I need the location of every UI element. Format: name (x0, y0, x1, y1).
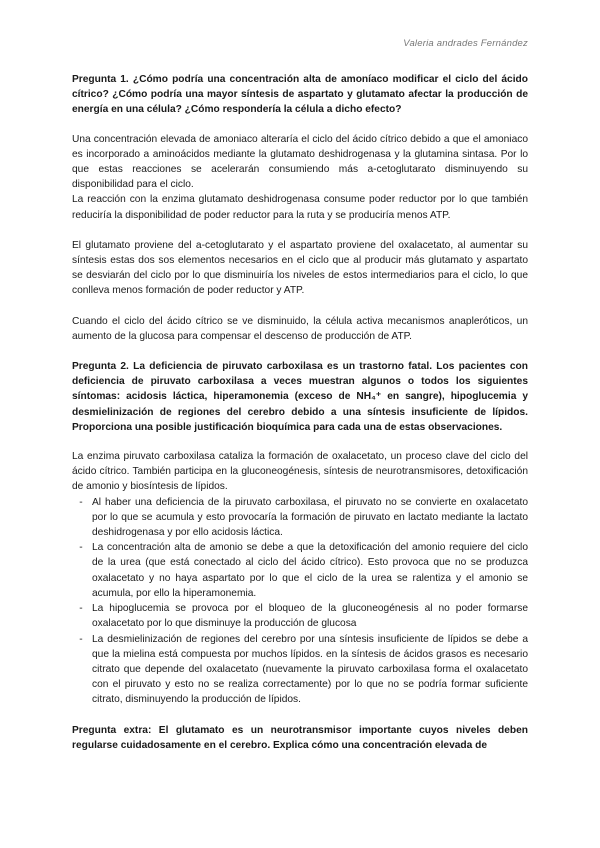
bullet-marker: - (79, 542, 83, 554)
question-extra: Pregunta extra: El glutamato es un neurotransmisor importante cuyos niveles deben regularse cuidadosamente en el cerebro. Explica cómo una concentración elevada de (72, 724, 528, 751)
list-item: - La desmielinización de regiones del cerebro por una síntesis insuficiente de lípidos se debe a que la mielina está compuesta por muchos lípidos. en la síntesis de ácidos grasos es necesario citrato que depende del oxalacetato (nuevamente la piruvato carboxilasa forma el oxalacetato con el piruvato y esto no se realiza correctamente) por lo que no se podría formar suficiente citrato, disminuyendo la producción de lípidos. (72, 632, 528, 708)
list-item: - La concentración alta de amonio se debe a que la detoxificación del amonio requiere del ciclo de la urea (que está conectado al ciclo del ácido cítrico). Esto provoca que no se produzca oxalacetato y no haya aspartato por lo que el ciclo de la urea se ralentiza y el amonio se acumula, por ello la hiperamonemia. (72, 540, 528, 601)
bullet-marker: - (79, 603, 83, 615)
author-name: Valeria andrades Fernández (403, 38, 528, 49)
answer-2-intro: La enzima piruvato carboxilasa cataliza la formación de oxalacetato, un proceso clave del ciclo del ácido cítrico. También participa en la gluconeogénesis, síntesis de neurotransmisores, detoxificación de amonio y biosíntesis de lípidos. (72, 451, 528, 493)
answer-1-paragraph-2: La reacción con la enzima glutamato deshidrogenasa consume poder reductor por lo que también reduciría la disponibilidad de poder reductor para la ruta y se produciría menos ATP. (72, 194, 528, 221)
question-2: Pregunta 2. La deficiencia de piruvato carboxilasa es un trastorno fatal. Los pacientes con deficiencia de piruvato carboxilasa a veces muestran algunos o todos los siguientes síntomas: acidosis láctica, hiperamonemia (exceso de NH₄⁺ en sangre), hipoglucemia y desmielinización de regiones del cerebro debido a una síntesis insuficiente de lípidos. Proporciona una posible justificación bioquímica para cada una de estas observaciones. (72, 361, 528, 433)
answer-1-paragraph-4: Cuando el ciclo del ácido cítrico se ve disminuido, la célula activa mecanismos anapleróticos, un aumento de la glucosa para compensar el descenso de producción de ATP. (72, 315, 528, 342)
answer-2-list (72, 495, 528, 708)
list-item: - Al haber una deficiencia de la piruvato carboxilasa, el piruvato no se convierte en oxalacetato por lo que se acumula y esto provocaría la formación de piruvato en lactato mediante la lactato deshidrogenasa y por ello acidosis láctica. (72, 495, 528, 541)
list-item: - La hipoglucemia se provoca por el bloqueo de la gluconeogénesis al no poder formarse oxalacetato por lo que disminuye la producción de glucosa (72, 601, 528, 631)
answer-1-paragraph-1: Una concentración elevada de amoniaco alteraría el ciclo del ácido cítrico debido a que el amoniaco es incorporado a aminoácidos mediante la glutamato deshidrogenasa y la glutamina sintasa. Por lo que estas reacciones se acelerarán consumiendo más a-cetoglutarato disminuyendo su disponibilidad para el ciclo. (72, 133, 528, 191)
bullet-marker: - (79, 496, 83, 508)
document-body (72, 72, 528, 767)
question-1: Pregunta 1. ¿Cómo podría una concentración alta de amoníaco modificar el ciclo del ácido cítrico? ¿Cómo podría una mayor síntesis de aspartato y glutamato afectar la producción de energía en una célula? ¿Cómo respondería la célula a dicho efecto? (72, 74, 528, 116)
bullet-marker: - (79, 633, 83, 645)
answer-1-paragraph-3: El glutamato proviene del a-cetoglutarato y el aspartato proviene del oxalacetato, al aumentar su síntesis estas dos sos elementos necesarios en el ciclo que al producir más glutamato y aspartato se desviarán del ciclo por lo que disminuiría los niveles de estos intermediarios para el ciclo, lo que conlleva menos formación de poder reductor y ATP. (72, 239, 528, 297)
